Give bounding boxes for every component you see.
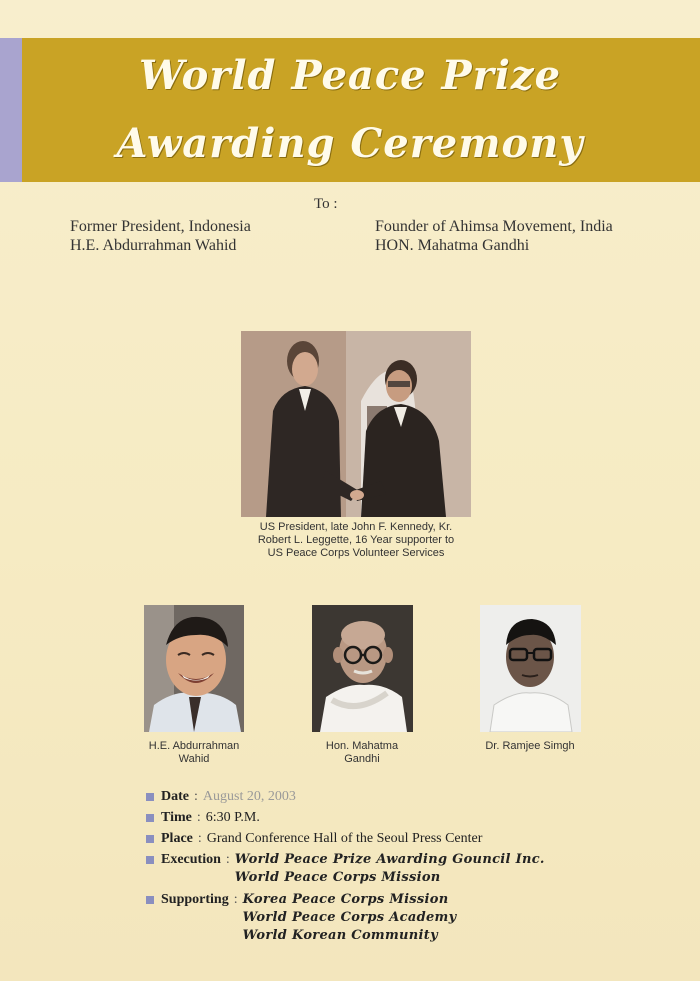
to-label: To : — [314, 196, 338, 212]
date-value: August 20, 2003 — [202, 789, 296, 804]
main-photo-caption — [200, 521, 512, 560]
gandhi-caption-line-1: Hon. Mahatma — [325, 740, 399, 752]
bullet-icon — [146, 814, 154, 822]
wahid-caption-line-1: H.E. Abdurrahman — [148, 740, 240, 752]
time-row — [146, 809, 666, 826]
ramjee-singh-caption-line-1: Dr. Ramjee Simgh — [485, 740, 575, 752]
bullet-icon — [146, 896, 154, 904]
main-caption-line-2: Robert L. Leggette, 16 Year supporter to — [257, 534, 455, 546]
recipient-right — [375, 217, 613, 255]
execution-value-1: World Peace Prize Awarding Gouncil Inc. — [234, 852, 545, 867]
execution-row — [146, 851, 666, 887]
main-caption-line-1: US President, late John F. Kennedy, Kr. — [259, 521, 453, 533]
date-row — [146, 788, 666, 805]
supporting-value-2: World Peace Corps Academy — [242, 910, 457, 925]
supporting-values — [243, 891, 457, 945]
ramjee-singh-portrait-art — [480, 605, 581, 732]
execution-separator: : — [225, 852, 230, 867]
main-caption-line-3: US Peace Corps Volunteer Services — [267, 547, 445, 559]
execution-values — [235, 851, 545, 887]
date-label: Date — [161, 789, 189, 804]
kennedy-handshake-photo — [241, 331, 471, 517]
bullet-icon — [146, 856, 154, 864]
bullet-icon — [146, 835, 154, 843]
event-details — [146, 788, 666, 949]
time-separator: : — [196, 810, 201, 825]
wahid-portrait-art — [144, 605, 244, 732]
date-separator: : — [194, 789, 198, 804]
place-separator: : — [197, 831, 202, 846]
time-label: Time — [161, 810, 192, 825]
gandhi-portrait-art — [312, 605, 413, 732]
execution-value-2: World Peace Corps Mission — [234, 870, 441, 885]
execution-label: Execution — [161, 852, 221, 867]
time-value: 6:30 P.M. — [205, 810, 260, 825]
wahid-caption-line-2: Wahid — [178, 753, 210, 765]
ramjee-singh-caption — [470, 740, 590, 753]
recipient-left-title: Former President, Indonesia — [70, 218, 251, 235]
ramjee-singh-portrait — [480, 605, 581, 732]
gandhi-portrait — [312, 605, 413, 732]
place-label: Place — [161, 831, 193, 846]
recipient-right-name: HON. Mahatma Gandhi — [375, 237, 530, 254]
supporting-value-3: World Korean Community — [242, 928, 438, 943]
gandhi-caption-line-2: Gandhi — [344, 753, 380, 765]
place-value: Grand Conference Hall of the Seoul Press Center — [206, 831, 483, 846]
title-line-1: World Peace Prize — [138, 52, 562, 99]
supporting-value-1: Korea Peace Corps Mission — [242, 892, 449, 907]
supporting-separator: : — [233, 892, 238, 907]
gandhi-caption — [302, 740, 422, 766]
supporting-label: Supporting — [161, 892, 229, 907]
wahid-caption — [134, 740, 254, 766]
supporting-row — [146, 891, 666, 945]
wahid-portrait — [144, 605, 244, 732]
bullet-icon — [146, 793, 154, 801]
place-row — [146, 830, 666, 847]
recipient-left — [70, 217, 251, 255]
title-line-2: Awarding Ceremony — [116, 120, 584, 167]
handshake-photo-art — [241, 331, 471, 517]
recipient-left-name: H.E. Abdurrahman Wahid — [70, 237, 237, 254]
recipient-right-title: Founder of Ahimsa Movement, India — [375, 218, 613, 235]
